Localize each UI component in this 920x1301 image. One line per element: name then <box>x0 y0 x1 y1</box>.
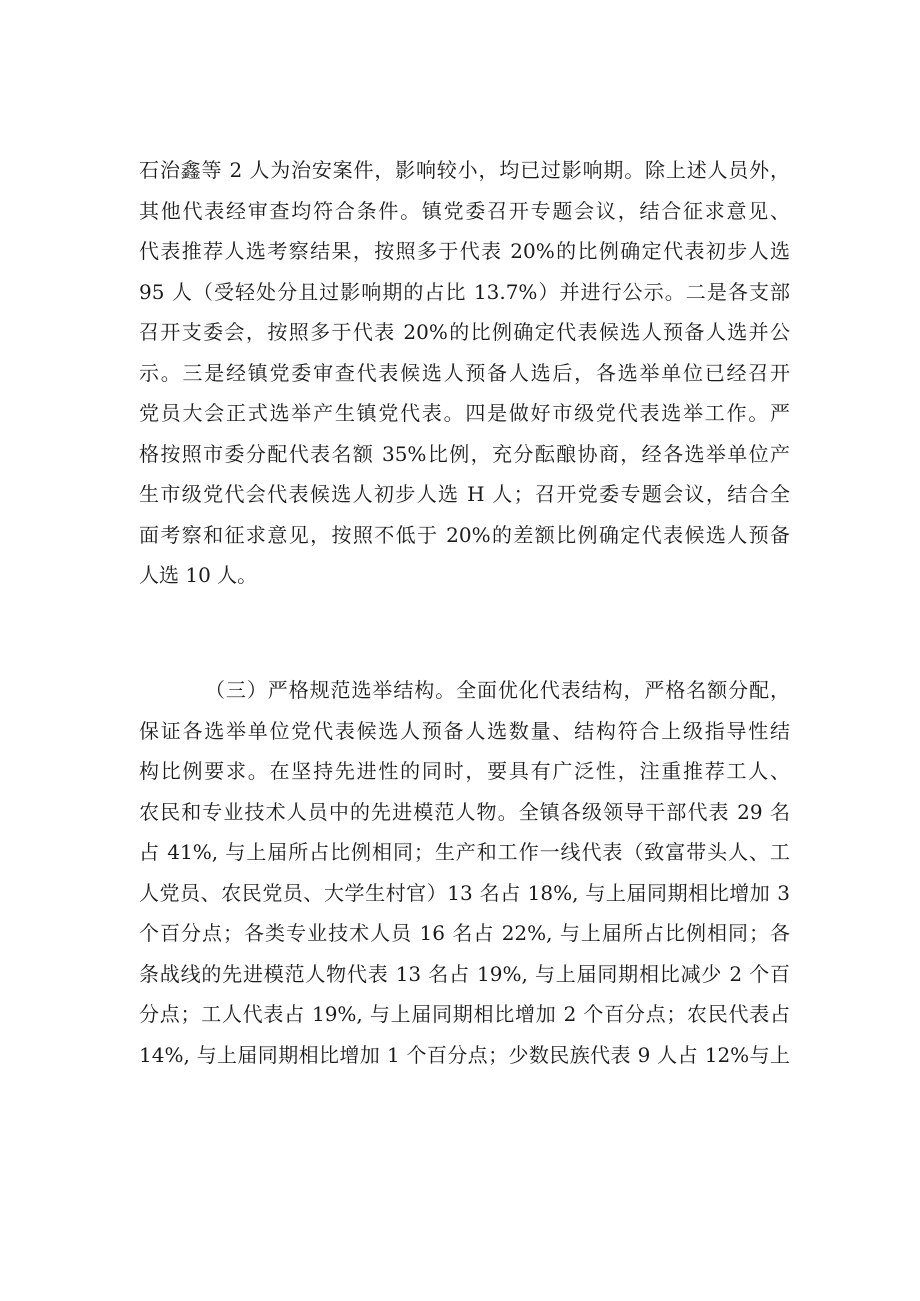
text-line: 人党员、农民党员、大学生村官）13 名占 18%, 与上届同期相比增加 3 <box>139 880 790 905</box>
text-line: 95 人（受轻处分且过影响期的占比 13.7%）并进行公示。二是各支部 <box>139 279 790 304</box>
text-line: 石治鑫等 2 人为治安案件，影响较小，均已过影响期。除上述人员外， <box>139 158 790 182</box>
text-line: 代表推荐人选考察结果，按照多于代表 20%的比例确定代表初步人选 <box>139 239 790 263</box>
text-line: 占 41%, 与上届所占比例相同；生产和工作一线代表（致富带头人、工 <box>139 840 790 864</box>
text-line: 保证各选举单位党代表候选人预备人选数量、结构符合上级指导性结 <box>139 718 790 743</box>
text-line: 格按照市委分配代表名额 35%比例，充分酝酿协商，经各选举单位产 <box>139 441 790 466</box>
text-line: 召开支委会，按照多于代表 20%的比例确定代表候选人预备人选并公 <box>139 320 790 344</box>
text-line: 14%, 与上届同期相比增加 1 个百分点；少数民族代表 9 人占 12%与上 <box>139 1042 790 1067</box>
paragraph-candidate-selection <box>139 150 790 596</box>
text-line: 构比例要求。在坚持先进性的同时，要具有广泛性，注重推荐工人、 <box>139 759 790 783</box>
text-line: 生市级党代会代表候选人初步人选 H 人；召开党委专题会议，结合全 <box>139 482 790 506</box>
text-line: 人选 10 人。 <box>139 563 258 587</box>
text-line: 示。三是经镇党委审查代表候选人预备人选后，各选举单位已经召开 <box>139 360 790 385</box>
text-line: 条战线的先进模范人物代表 13 名占 19%, 与上届同期相比减少 2 个百 <box>139 961 790 986</box>
text-line: 农民和专业技术人员中的先进模范人物。全镇各级领导干部代表 29 名 <box>139 799 790 824</box>
text-line: 党员大会正式选举产生镇党代表。四是做好市级党代表选举工作。严 <box>139 401 790 425</box>
paragraph-election-structure <box>139 670 790 1075</box>
text-line: 分点；工人代表占 19%, 与上届同期相比增加 2 个百分点；农民代表占 <box>139 1002 790 1026</box>
text-line: 面考察和征求意见，按照不低于 20%的差额比例确定代表候选人预备 <box>139 522 790 547</box>
section-heading-line: （三）严格规范选举结构。全面优化代表结构，严格名额分配， <box>205 678 790 702</box>
text-line: 其他代表经审查均符合条件。镇党委召开专题会议，结合征求意见、 <box>139 198 790 223</box>
text-line: 个百分点；各类专业技术人员 16 名占 22%, 与上届所占比例相同；各 <box>139 921 790 945</box>
